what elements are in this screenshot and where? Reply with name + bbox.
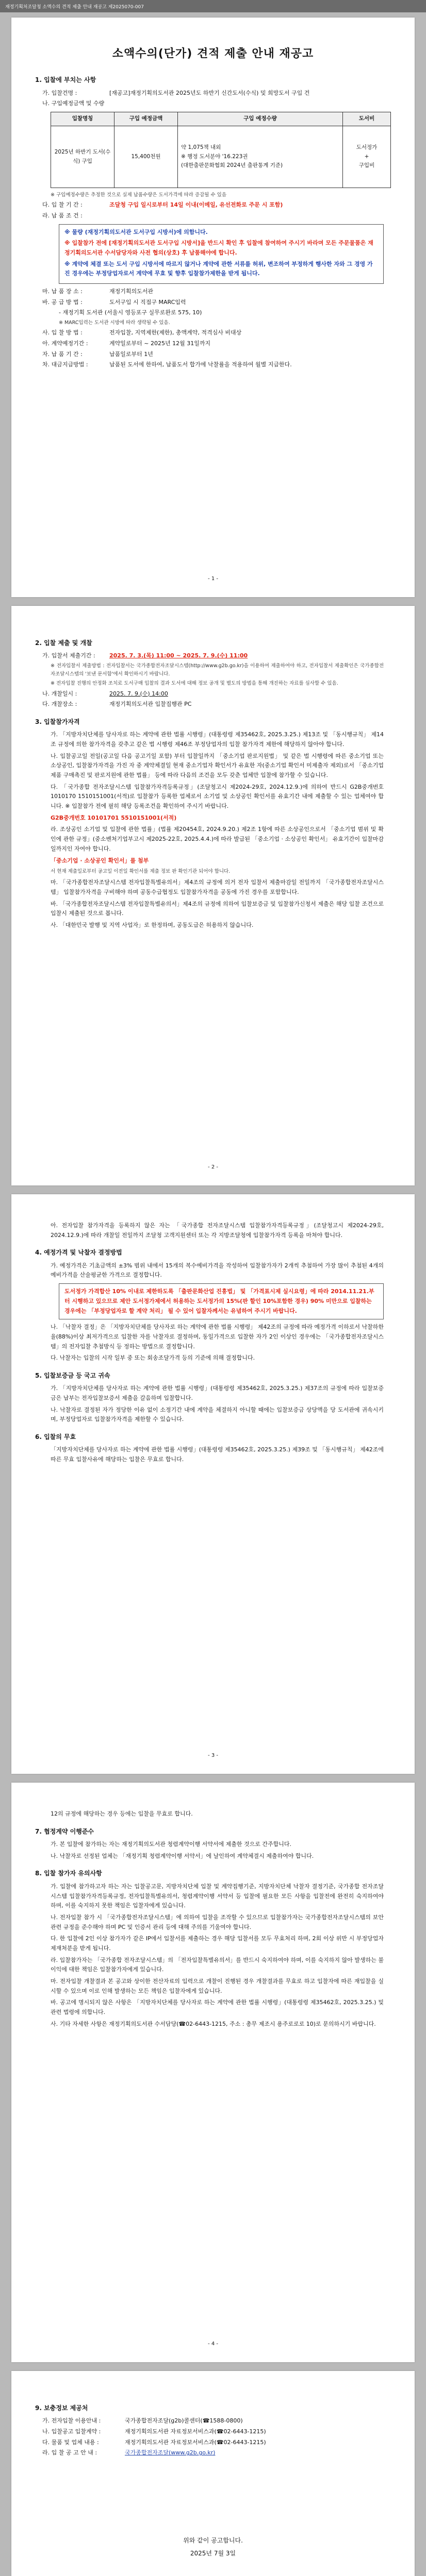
deposit-paragraph: 나. 낙찰자로 결정된 자가 정당한 이유 없이 소정기간 내에 계약을 체결하지 아니할 때에는 입찰보증금 상당액을 당 도서관에 귀속시키며, 부정당업자로 입찰참가자격을 제한할 수 있습니다. — [51, 1406, 384, 1423]
invalid-paragraph-cont: 12의 규정에 해당하는 경우 등에는 입찰을 무효로 합니다. — [51, 1810, 193, 1817]
contact-row: 가. 전자입찰 이용안내 : 국가종합전자조달(g2b)콜센터(☎1588-0800) — [42, 2417, 243, 2425]
qualification-paragraph: 다. 「국가종합 전자조달시스템 입찰참가자격등록규정」(조달청고시 제2024-29호, 2024.12.9.)에 의하여 반드시 G2B중개번호 1010170 1510151001(서적)로 입찰참가 등록한 업체로서 소기업 및 소상공인 확인서를 유효기간 내에 제출할 수 있는 업체여야 합니다. ※ 입찰참가 전에 필히 해당 등록조건을 확인하여 주시기 바랍니다. — [51, 783, 384, 810]
submission-note-2: ※ 전자입찰 진행의 안정화 조치로 도서구매 입찰의 결과 도서에 대해 정보 공개 및 별도의 방법을 통해 개진하는 자료를 심사할 수 있음. — [51, 681, 338, 687]
contact-row: 라. 입 찰 공 고 안 내 : 국가종합전자조달(www.g2b.go.kr) — [42, 2448, 391, 2458]
field-delivery-period: 자. 납 품 기 간 : 납품일로부터 1년 — [42, 350, 153, 358]
field-budget-label: 나. 구입예정금액 및 수량 — [42, 100, 105, 107]
delivery-terms-notebox — [59, 224, 384, 284]
field-opening-place: 다. 개찰장소 : 재정기획의도서관 입찰집행관 PC — [42, 701, 192, 708]
page-number: - 2 - — [208, 1164, 218, 1170]
invalid-paragraph: 「지방자치단체를 당사자로 하는 계약에 관한 법률 시행령」(대통령령 제35462호, 2025.3.25.) 제39조 및 「동시행규칙」 제42조에 따른 무효 입찰사유에 해당하는 입찰은 무효로 합니다. — [51, 1446, 384, 1463]
document-page-3 — [11, 1194, 415, 1774]
document-title: 소액수의(단가) 견적 제출 안내 재공고 — [112, 47, 314, 60]
price-paragraph: 다. 낙찰자는 입찰의 시작 일부 중 또는 회송조달가격 등의 기준에 의해 결정합니다. — [51, 1354, 255, 1362]
page-number: - 4 - — [208, 2341, 218, 2347]
closing-text: 위와 같이 공고합니다. — [183, 2537, 243, 2545]
section-3-heading: 3. 입찰참가자격 — [35, 718, 80, 725]
supply-method-detail: - 재정기획 도서관 (서울시 영등포구 실무로완로 575, 10) — [59, 309, 202, 316]
qualification-paragraph: 바. 「국가종합전자조달시스템 전자입찰특별유의서」제4조의 규정에 의하여 입찰보증금 및 입찰참가신청서 제출은 해당 입찰 조건으로 입찰시 제출된 것으로 봅니다. — [51, 900, 384, 917]
field-bid-method: 사. 입 찰 방 법 : 전자입찰, 지역제한(제한), 총액계약, 적격심사 비대상 — [42, 329, 242, 336]
section-2-heading: 2. 입찰 제출 및 개찰 — [35, 639, 92, 647]
supply-method-note: ※ MARC입력는 도서관 시방에 따라 생략될 수 있음. — [59, 320, 170, 326]
integrity-paragraph: 나. 낙찰자로 선정된 업체는 「재정기획 청렴계약이행 서약서」에 날인하여 계약체결시 제출하여야 합니다. — [51, 1852, 314, 1859]
qualification-paragraph: 나. 입찰공고일 전일(공고일 다음 공고기일 포함) 부터 입찰일까지 「중소기업 판로지원법」 및 같은 법 시행령에 따른 중소기업 또는 소상공인, 입찰참가자격을 가진 자 중 계약체결일 현재 중소기업자 확인서가 유효한 자(중소기업 확인서 미제출자 제외)로서 「중소기업제품 구매촉진 및 판로지원에 관한 법률」 등에 따라 다음의 조건을 모두 갖춘 업체만 입찰에 참가할 수 있습니다. — [51, 752, 384, 779]
document-page-1 — [11, 18, 415, 597]
document-page-4 — [11, 1783, 415, 2362]
closing-date: 2025년 7월 3일 — [190, 2549, 236, 2557]
table-header: 구입 예정수량 — [178, 112, 343, 126]
document-page-2 — [11, 606, 415, 1185]
table-header: 입찰명칭 — [51, 112, 114, 126]
notice-paragraph: 가. 입찰에 참가하고자 하는 자는 입찰공고문, 지방자치단체 입찰 및 계약집행기준, 지방자치단체 낙찰자 결정기준, 국가종합 전자조달시스템 입찰참가자격등록규정, 전자입찰특별유의서, 청렴계약이행 서약서 등 입찰에 필요한 모든 사항을 입찰전에 완전히 숙지하여야 하며, 이를 숙지하지 못한 책임은 입찰자에게 있습니다. — [51, 1883, 384, 1909]
section-6-heading: 6. 입찰의 무효 — [35, 1433, 76, 1441]
field-delivery-place: 마. 납 품 장 소 : 재정기획의도서관 — [42, 287, 154, 295]
notice-paragraph: 다. 한 입찰에 2인 이상 참가자가 같은 IP에서 입찰서를 제출하는 경우 해당 입찰서를 모두 무효처리 하며, 2회 이상 위반 시 부정당업자 제재처분을 받게 됩니다. — [51, 1935, 384, 1952]
document-page-5 — [11, 2371, 415, 2576]
qualification-paragraph: 마. 「국가종합전자조달시스템 전자입찰특별유의서」제4조의 규정에 의거 전자 입찰서 제출마감일 전일까지 「국가종합전자조달시스템」 입찰참가자격을 구비해야 하며 공동수급협정도 입찰참가자격을 공동에 가진 경우를 포함합니다. — [51, 879, 384, 896]
delivery-note: ※ 계약에 체결 또는 도서 구입 시방서에 따르지 않거나 계약에 관한 서류를 허위, 변조하여 부정하게 행사한 자와 그 경영 가진 경우에는 부정당업자로서 계약에 무효 및 향후 입찰참가제한을 받게 됩니다. — [64, 260, 373, 277]
field-opening-date: 나. 개찰일시 : 2025. 7. 9.(수) 14:00 — [42, 690, 168, 697]
table-cell: 도서정가 + 구입비 — [343, 126, 391, 188]
section-1-heading: 1. 입찰에 부치는 사항 — [35, 76, 96, 84]
qualification-paragraph: 사. 「대한민국 발행 및 지역 사업자」로 한정하며, 공동도급은 허용하지 않습니다. — [51, 922, 254, 929]
table-cell: 2025년 하반기 도서(수식) 구입 — [51, 126, 114, 188]
field-delivery-terms: 라. 납 품 조 건 : — [42, 212, 83, 219]
viewer-title-bar — [0, 0, 426, 12]
section-7-heading: 7. 협정계약 이행준수 — [35, 1827, 94, 1835]
notice-paragraph: 바. 공고에 명시되지 않은 사항은 「지방자치단체를 당사자로 하는 계약에 관한 법률 시행령」(대통령령 제35462호, 2025.3.25.) 및 관련 법령에 의합니다. — [51, 1999, 384, 2016]
field-period: 다. 입 찰 기 간 : 조달청 구입 일시로부터 14일 이내(이메일, 유선전화로 주문 시 포함) — [42, 201, 283, 209]
qualification-emphasis: G2B중개번호 10101701 5510151001(서적) — [51, 814, 177, 821]
field-submission-period: 가. 입찰서 제출기간 : 2025. 7. 3.(목) 11:00 ~ 2025. 7. 9.(수) 11:00 — [42, 652, 248, 659]
notice-paragraph: 나. 전자입찰 참가 시 「국가종합전자조달시스템」에 의하여 입찰을 조작할 수 있으므로 입찰참가자는 국가종합전자조달시스템의 보안 관련 규정을 준수해야 하며 PC 및 인증서 관리 등에 대해 주의를 기울여야 합니다. — [51, 1913, 384, 1930]
price-notebox: 도서정가 가격합산 10% 이내로 제한하도록 「출판문화산업 진흥법」 및 「가격표시제 실시요령」에 따라 2014.11.21.부터 시행하고 있으므로 제안 도서정가제에서 허용하는 도서정가의 15%(판 할인 10%포함한 경우) 90% 미만으로 입찰하는 경우에는 「부정당업자로 할 계약 처리」 될 수 있어 입찰자께서는 유념하여 주시기 바랍니다. — [59, 1283, 384, 1319]
delivery-note: ※ 물량 (재정기획의도서관 도서구입 시방서)에 의함니다. — [64, 228, 208, 235]
table-cell: 15,400천원 — [114, 126, 178, 188]
qualification-paragraph: 가. 「지방자치단체를 당사자로 하는 계약에 관한 법률 시행령」(대통령령 제35462호, 2025.3.25.) 제13조 및 「동시행규칙」 제14조 규정에 의한 참가자격을 갖추고 같은 법 시행령 제46조 부정당업자의 입찰 참가자격 제한에 해당하지 않아야 합니다. — [51, 731, 384, 748]
qualification-note: 서 현재 제출일로부터 공고일 이전일 확인서를 제출 정보 판 확인기관 되어야 합니다. — [51, 869, 231, 875]
field-supply-method: 바. 공 급 방 법 : 도서구입 시 직접구 MARC입력 — [42, 298, 186, 306]
contact-row: 다. 물품 및 업체 내용 : 재정기획의도서관 자료정보서비스과(☎02-6443-1215) — [42, 2438, 266, 2446]
field-payment: 차. 대금지급방법 : 납품된 도서에 한하여, 납품도서 합가에 낙찰률을 적용하여 월별 지급한다. — [42, 361, 292, 368]
closing-block — [35, 2535, 391, 2558]
field-contract-period: 아. 계약예정기간 : 계약일로부터 ~ 2025년 12월 31일까지 — [42, 340, 211, 347]
price-paragraph: 나. 「낙찰자 결정」은 「지방자치단체를 당사자로 하는 계약에 관한 법률 시행령」 제42조의 규정에 따라 예정가격 이하로서 낙찰하한율(88%)이상 최저가격으로 입찰한 자를 낙찰자로 결정하며, 동일가격으로 입찰한 자가 2인 이상인 경우에는 「국가종합전자조달시스템」의 전자입찰 추첨방식 등 정하는 방법으로 결정합니다. — [51, 1324, 384, 1350]
section-4-heading: 4. 예정가격 및 낙찰자 결정방법 — [35, 1249, 122, 1257]
table-note: ※ 구입예정수량은 추정한 것으로 실제 납품수량은 도서가격에 따라 증감될 수 있음 — [51, 192, 226, 198]
deposit-paragraph: 가. 「지방자치단체를 당사자로 하는 계약에 관한 법률 시행령」(대통령령 제35462호, 2025.3.25.) 제37조의 규정에 따라 입찰보증금은 납부는 전자입찰보증서 제출을 갈음하며 입찰합니다. — [51, 1385, 384, 1402]
budget-table — [51, 112, 391, 188]
viewer-title: 재정기획처조달청 소액수의 견적 제출 안내 재공고 제2025070-007 — [5, 4, 144, 10]
section-5-heading: 5. 입찰보증금 등 국고 귀속 — [35, 1371, 110, 1379]
notice-paragraph: 라. 입찰참가자는 「국가종합 전자조달시스템」의 「전자입찰특별유의서」를 반드시 숙지하여야 하며, 이를 숙지하지 않아 발생하는 불이익에 대한 책임은 입찰참가자에게 있습니다. — [51, 1956, 384, 1973]
qualification-emphasis: 「중소기업 · 소상공인 확인서」를 첨부 — [51, 857, 149, 864]
table-header: 구입 예정금액 — [114, 112, 178, 126]
g2b-link[interactable]: 국가종합전자조달(www.g2b.go.kr) — [125, 2449, 216, 2456]
notice-paragraph: 사. 기타 자세한 사항은 재정기획의도서관 수서담당(☎02-6443-1215, 주소 : 총무 제조시 용주로로로 10)로 문의하시기 바랍니다. — [51, 2020, 376, 2027]
page-number: - 3 - — [208, 1753, 218, 1758]
qualification-paragraph: 라. 조상공인 소기업 및 입찰에 관한 법률」(법률 제20454호, 2024.9.20.) 제2조 1항에 따른 소상공인으로서 「중소기업 범위 및 확인에 관한 규정」(중소벤처기업부고시 제2025-22호, 2025.4.4.)에 따라 발급된 「중소기업 · 소상공인 확인서」 유효기간이 입찰마감일까지인 자여야 합니다. — [51, 826, 384, 852]
table-cell: 약 1,075책 내외 ※ 행정 도서분야 '16.223권 (대한출판문화협회 2024년 출판통계 기준) — [178, 126, 343, 188]
contact-row: 나. 입찰공고 입찰계약 : 재정기획의도서관 자료정보서비스과(☎02-6443-1215) — [42, 2428, 266, 2435]
page-number: - 1 - — [208, 576, 218, 582]
table-header: 도서비 — [343, 112, 391, 126]
section-8-heading: 8. 입찰 참가자 유의사항 — [35, 1870, 102, 1877]
section-9-heading: 9. 보충정보 제공처 — [35, 2404, 88, 2412]
submission-note: ※ 전자입찰서 제출방법 : 전자입찰서는 국가종합전자조달시스템(http://www.g2b.go.kr)을 이용하여 제출하여야 하고, 전자입찰서 제출확인은 국가종합전자조달시스템의 '보낸 문서함'에서 확인하시기 바랍니다. — [51, 663, 384, 677]
delivery-note: ※ 입찰참가 전에 [재정기획의도서관 도서구입 시방서]을 반드시 확인 후 입찰에 참여하여 주시기 바라며 모든 주문물품은 재정기획의도서관 수서담당자와 사전 협의(상호) 후 납품해야에 합니다. — [64, 240, 373, 256]
qualification-paragraph: 아. 전자입찰 참가자격을 등록하지 않은 자는 「국가종합 전자조달시스템 입찰참가자격등록규정」(조달청고시 제2024-29호, 2024.12.9.)에 따라 개찰일 전일까지 조달청 고객지원센터 또는 각 지방조달청에 입찰참가자격 등록을 마쳐야 합니다. — [51, 1222, 384, 1239]
field-item-name: 가. 입찰건명 : [재공고]재정기획의도서관 2025년도 하반기 신간도서(수식) 및 희망도서 구입 건 — [42, 89, 310, 96]
price-paragraph: 가. 예정가격은 기초금액의 ±3% 범위 내에서 15개의 복수예비가격을 작성하여 입찰참가자가 2개씩 추첨하여 가장 많이 추첨된 4개의 예비가격을 산술평균한 가격으로 결정합니다. — [51, 1262, 384, 1279]
integrity-paragraph: 가. 본 입찰에 참가하는 자는 재정기획의도서관 청렴계약이행 서약서에 제출한 것으로 간주합니다. — [51, 1841, 291, 1848]
notice-paragraph: 마. 전자입찰 개찰결과 본 공고와 상이한 전산자료의 입력으로 개찰이 진행된 경우 개찰결과를 무효로 하고 입찰자에 따른 재입찰을 실시할 수 있으며 이로 인해 발생하는 모든 책임은 입찰자에게 있습니다. — [51, 1978, 384, 1994]
